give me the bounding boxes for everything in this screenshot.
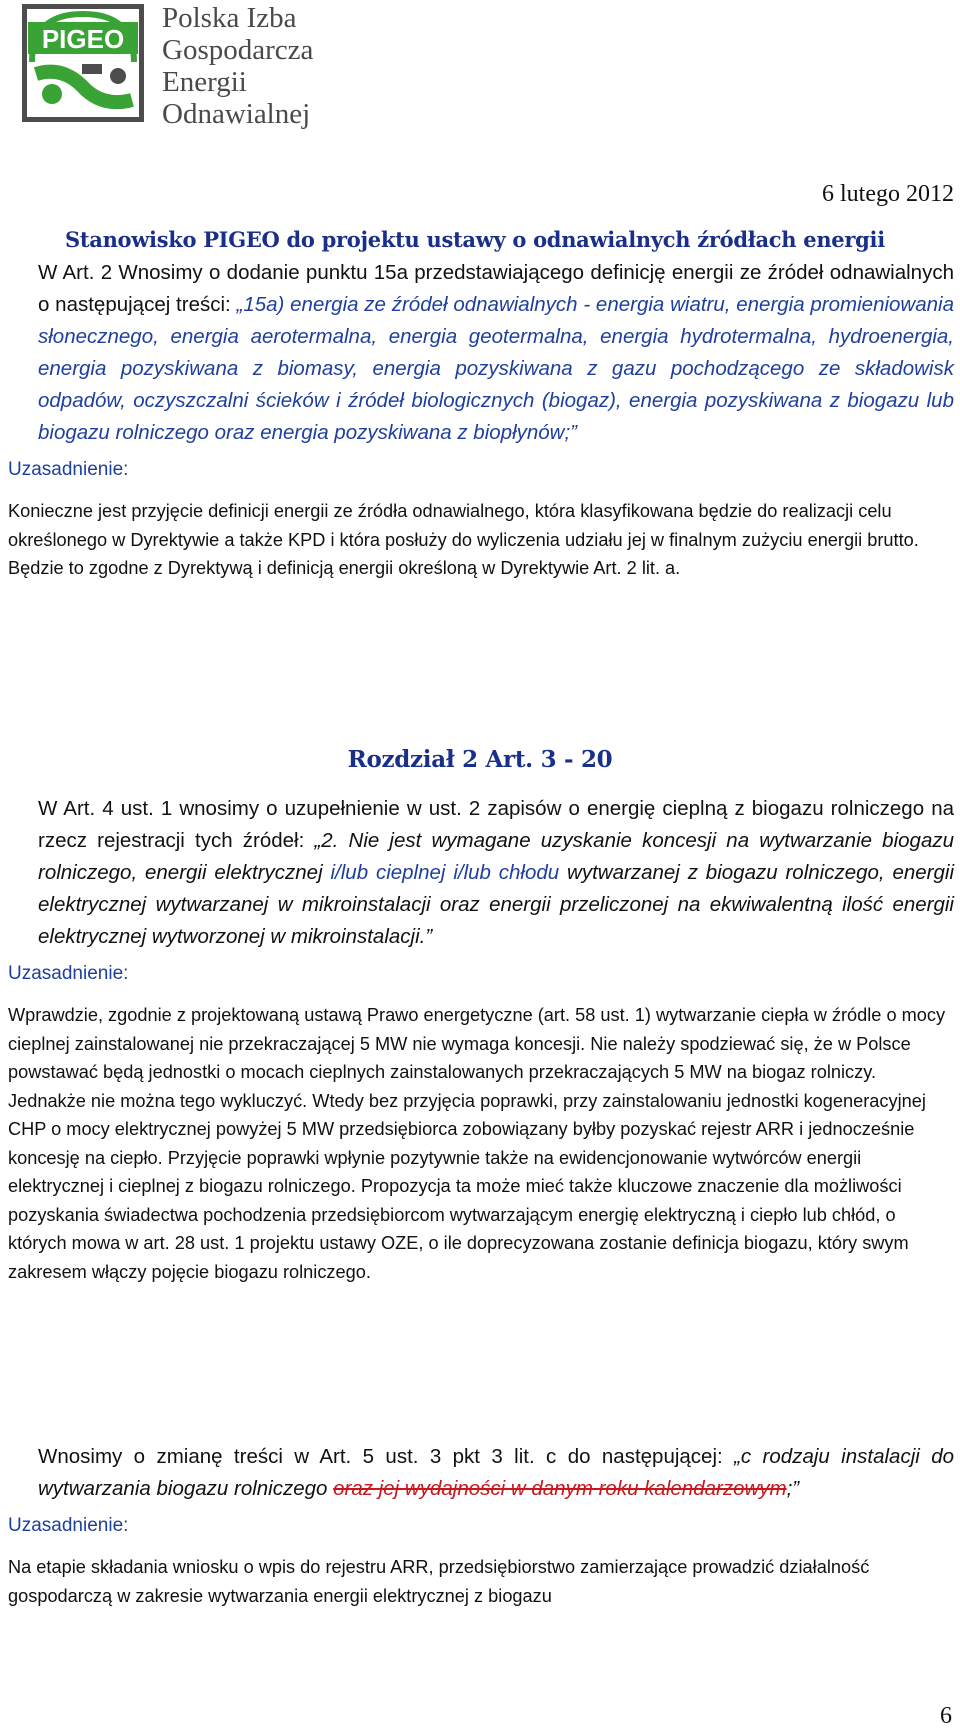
item-number <box>8 257 38 289</box>
pigeo-logo <box>22 4 144 122</box>
proposal-intro: W Art. 4 ust. 1 wnosimy o uzupełnienie w ust. 2 zapisów o energię cieplną z biogazu rolniczego na rzecz rejestracji tych źródeł: <box>38 797 954 852</box>
document-date: 6 lutego 2012 <box>822 181 954 207</box>
org-name <box>162 2 313 130</box>
document-title: Stanowisko PIGEO do projektu ustawy o odnawialnych źródłach energii <box>65 227 885 252</box>
justification-text: Na etapie składania wniosku o wpis do rejestru ARR, przedsiębiorstwo zamierzające prowadzić działalność gospodarczą w zakresie wytwarzania energii elektrycznej z biogazu <box>8 1557 870 1606</box>
chapter-heading: Rozdział 2 Art. 3 - 20 <box>347 746 613 773</box>
justification-label: Uzasadnienie: <box>8 459 129 480</box>
section-art-4 <box>8 793 954 1286</box>
section-art-2 <box>8 257 954 583</box>
org-name-line-2: Gospodarcza <box>162 34 314 66</box>
proposal-quote-part-1: „c rodzaju instalacji do wytwarzania biogazu rolniczego <box>38 1445 954 1500</box>
proposal-quote: „15a) energia ze źródeł odnawialnych - energia wiatru, energia promieniowania słonecznego, energia aerotermalna, energia geotermalna, energia hydrotermalna, hydroenergia, energia pozyskiwana z biomasy, energia pozyskiwana z gazu pochodzącego ze składowisk odpadów, oczyszczalni ścieków i źródeł biologicznych (biogaz), energia pozyskiwana z biogazu lub biogazu rolniczego oraz energia pozyskiwana z biopłynów;” <box>38 293 954 444</box>
proposal-art-5 <box>8 1441 954 1505</box>
pigeo-logo-graphic <box>22 4 144 122</box>
proposal-struck-text: oraz jej wydajności w danym roku kalendarzowym <box>333 1477 787 1500</box>
section-art-5 <box>8 1441 954 1610</box>
proposal-intro: W Art. 2 Wnosimy o dodanie punktu 15a przedstawiającego definicję energii ze źródeł odnawialnych o następującej treści: <box>38 261 954 316</box>
justification-label: Uzasadnienie: <box>8 963 129 984</box>
org-name-line-3: Energii <box>162 66 247 98</box>
item-number <box>8 1441 38 1473</box>
org-name-line-1: Polska Izba <box>162 2 297 34</box>
proposal-art-2 <box>8 257 954 449</box>
proposal-intro: Wnosimy o zmianę treści w Art. 5 ust. 3 pkt 3 lit. c do następującej: <box>38 1445 735 1468</box>
page-number: 6 <box>940 1703 952 1729</box>
svg-text:PIGEO: PIGEO <box>41 24 125 54</box>
proposal-art-4 <box>8 793 954 953</box>
proposal-quote-added: i/lub cieplnej i/lub chłodu <box>330 861 560 884</box>
proposal-quote-part-1: „2. Nie jest wymagane uzyskanie koncesji na wytwarzanie biogazu rolniczego, energii elektrycznej <box>38 829 954 884</box>
justification-text: Wprawdzie, zgodnie z projektowaną ustawą Prawo energetyczne (art. 58 ust. 1) wytwarzanie ciepła w źródle o mocy cieplnej zainstalowanej nie przekraczającej 5 MW nie wymaga koncesji. Nie należy spodziewać się, że w Polsce powstawać będą jednostki o mocach cieplnych zainstalowanych przekraczających 5 MW na biogaz rolniczy. Jednakże nie można tego wykluczyć. Wtedy bez przyjęcia poprawki, przy zainstalowaniu jednostki kogeneracyjnej CHP o mocy elektrycznej powyżej 5 MW przedsiębiorca zobowiązany byłby pozyskać rejestr ARR i jednocześnie koncesję na ciepło. Przyjęcie poprawki wpłynie pozytywnie także na ewidencjonowanie wytwórców energii elektrycznej i cieplnej z biogazu rolniczego. Propozycja ta może mieć także kluczowe znaczenie dla możliwości pozyskania świadectwa pochodzenia przedsiębiorcom wytwarzającym energię elektryczną i ciepło lub chłód, o których mowa w art. 28 ust. 1 projektu ustawy OZE, o ile doprecyzowana zostanie definicja biogazu, który swym zakresem włączy pojęcie biogazu rolniczego. <box>8 1005 946 1282</box>
justification-text: Konieczne jest przyjęcie definicji energii ze źródła odnawialnego, która klasyfikowana będzie do realizacji celu określonego w Dyrektywie a także KPD i która posłuży do wyliczenia udziału jej w finalnym zużyciu energii brutto. Będzie to zgodne z Dyrektywą i definicją energii określoną w Dyrektywie Art. 2 lit. a. <box>8 501 919 578</box>
org-name-line-4: Odnawialnej <box>162 98 311 130</box>
proposal-quote-part-2: wytwarzanej z biogazu rolniczego, energii elektrycznej wytwarzanej w mikroinstalacji oraz energii przeliczonej na ekwiwalentną ilość energii elektrycznej wytworzonej w mikroinstalacji.” <box>38 861 955 948</box>
justification-label: Uzasadnienie: <box>8 1515 129 1536</box>
proposal-quote-end: ;” <box>786 1477 800 1500</box>
item-number <box>8 793 38 825</box>
